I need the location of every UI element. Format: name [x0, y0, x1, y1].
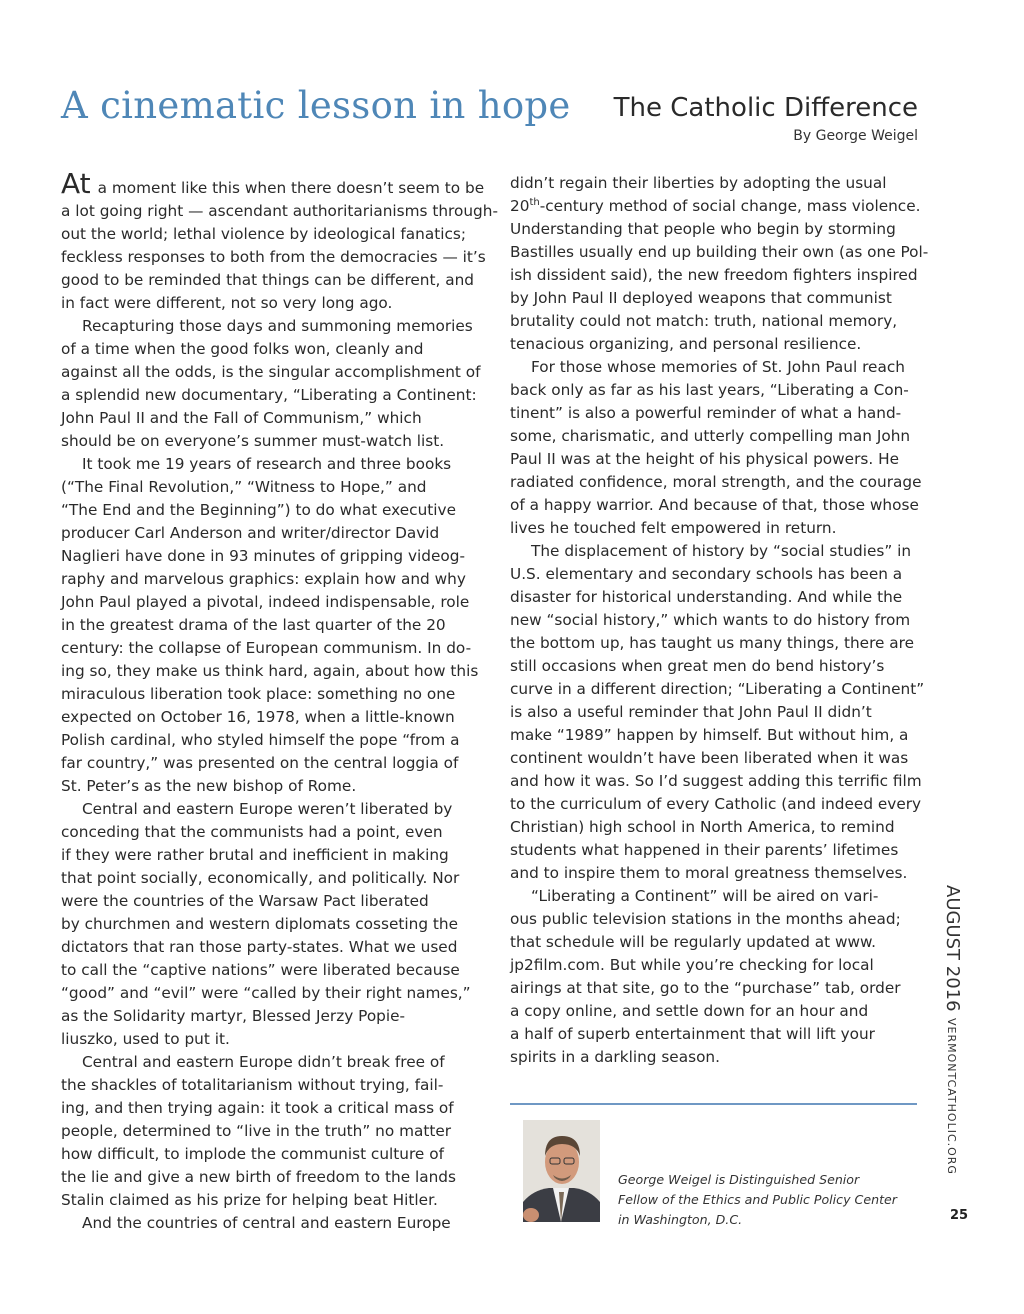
body-line: liuszko, used to put it.	[61, 1030, 230, 1048]
body-line: a copy online, and settle down for an hour and	[510, 1002, 869, 1020]
body-line: the bottom up, has taught us many things, there are	[510, 634, 915, 652]
body-line: For those whose memories of St. John Paul reach	[531, 358, 905, 376]
body-line: in fact were different, not so very long ago.	[61, 294, 393, 312]
body-line: Recapturing those days and summoning memories	[82, 317, 473, 335]
body-line: ing, and then trying again: it took a critical mass of	[61, 1099, 454, 1117]
body-line: ous public television stations in the months ahead;	[510, 910, 901, 928]
body-line: miraculous liberation took place: something no one	[61, 685, 456, 703]
article-left-column	[61, 167, 498, 1235]
body-line: disaster for historical understanding. And while the	[510, 588, 903, 606]
bio-line: in Washington, D.C.	[618, 1212, 743, 1227]
body-line: against all the odds, is the singular accomplishment of	[61, 363, 481, 381]
superscript: th	[529, 196, 540, 208]
body-line: and to inspire them to moral greatness themselves.	[510, 864, 908, 882]
body-line: as the Solidarity martyr, Blessed Jerzy Popie-	[61, 1007, 406, 1025]
body-line: Paul II was at the height of his physical powers. He	[510, 450, 899, 468]
body-line: people, determined to “live in the truth” no matter	[61, 1122, 452, 1140]
body-line: Naglieri have done in 93 minutes of gripping videog-	[61, 547, 465, 565]
body-line: dictators that ran those party-states. What we used	[61, 938, 458, 956]
body-line: a half of superb entertainment that will lift your	[510, 1025, 875, 1043]
body-line: students what happened in their parents’ lifetimes	[510, 841, 899, 859]
body-line: Understanding that people who begin by storming	[510, 220, 896, 238]
body-line: to call the “captive nations” were liberated because	[61, 961, 460, 979]
body-line: St. Peter’s as the new bishop of Rome.	[61, 777, 357, 795]
body-line: And the countries of central and eastern Europe	[82, 1214, 451, 1232]
issue-date: AUGUST 2016	[942, 885, 963, 1012]
body-line: expected on October 16, 1978, when a little-known	[61, 708, 455, 726]
body-line: should be on everyone’s summer must-watch list.	[61, 432, 445, 450]
author-photo	[523, 1120, 600, 1222]
body-line: At a moment like this when there doesn’t seem to be	[61, 167, 485, 200]
body-line: “Liberating a Continent” will be aired on vari-	[531, 887, 879, 905]
column-title: The Catholic Difference	[613, 93, 918, 123]
body-line: how difficult, to implode the communist culture of	[61, 1145, 444, 1163]
body-line: “The End and the Beginning”) to do what executive	[61, 501, 456, 519]
byline: By George Weigel	[793, 128, 918, 144]
bio-line: George Weigel is Distinguished Senior	[618, 1172, 860, 1187]
body-line: of a time when the good folks won, cleanly and	[61, 340, 424, 358]
body-line: conceding that the communists had a point, even	[61, 823, 443, 841]
body-line: raphy and marvelous graphics: explain how and why	[61, 570, 466, 588]
body-line: 20th-century method of social change, mass violence.	[510, 196, 921, 215]
side-folio	[942, 885, 968, 1195]
bio-line: Fellow of the Ethics and Public Policy Center	[618, 1192, 897, 1207]
divider-rule	[510, 1103, 917, 1105]
body-line: century: the collapse of European communism. In do-	[61, 639, 472, 657]
body-line: that point socially, economically, and politically. Nor	[61, 869, 460, 887]
body-line: tenacious organizing, and personal resilience.	[510, 335, 862, 353]
body-line: in the greatest drama of the last quarter of the 20	[61, 616, 446, 634]
body-line: to the curriculum of every Catholic (and indeed every	[510, 795, 922, 813]
body-line: airings at that site, go to the “purchase” tab, order	[510, 979, 901, 997]
body-line: tinent” is also a powerful reminder of what a hand-	[510, 404, 902, 422]
body-line: some, charismatic, and utterly compelling man John	[510, 427, 911, 445]
website-label: VERMONTCATHOLIC.ORG	[945, 1018, 958, 1175]
body-line: jp2film.com. But while you’re checking for local	[510, 956, 874, 974]
page-number: 25	[950, 1208, 969, 1223]
body-line: by John Paul II deployed weapons that communist	[510, 289, 892, 307]
body-line: Christian) high school in North America, to remind	[510, 818, 895, 836]
body-line: and how it was. So I’d suggest adding this terrific film	[510, 772, 922, 790]
body-line: of a happy warrior. And because of that, those whose	[510, 496, 919, 514]
body-line: a splendid new documentary, “Liberating a Continent:	[61, 386, 477, 404]
body-line: new “social history,” which wants to do history from	[510, 611, 911, 629]
body-line: John Paul played a pivotal, indeed indispensable, role	[61, 593, 470, 611]
body-line: (“The Final Revolution,” “Witness to Hope,” and	[61, 478, 427, 496]
body-line: is also a useful reminder that John Paul II didn’t	[510, 703, 872, 721]
article-right-column	[510, 172, 929, 1069]
author-bio	[618, 1170, 897, 1230]
body-line: radiated confidence, moral strength, and the courage	[510, 473, 922, 491]
body-line: lives he touched felt empowered in return.	[510, 519, 837, 537]
body-line: by churchmen and western diplomats cosseting the	[61, 915, 458, 933]
body-line: The displacement of history by “social studies” in	[531, 542, 912, 560]
body-line: were the countries of the Warsaw Pact liberated	[61, 892, 429, 910]
drop-cap: At	[61, 167, 91, 200]
body-line: the shackles of totalitarianism without trying, fail-	[61, 1076, 444, 1094]
body-line: the lie and give a new birth of freedom to the lands	[61, 1168, 456, 1186]
body-line: It took me 19 years of research and three books	[82, 455, 452, 473]
body-line: ing so, they make us think hard, again, about how this	[61, 662, 479, 680]
body-line: make “1989” happen by himself. But without him, a	[510, 726, 909, 744]
body-line: ish dissident said), the new freedom fighters inspired	[510, 266, 918, 284]
body-line: Polish cardinal, who styled himself the pope “from a	[61, 731, 460, 749]
body-line: curve in a different direction; “Liberating a Continent”	[510, 680, 925, 698]
body-line: U.S. elementary and secondary schools has been a	[510, 565, 903, 583]
body-line: Stalin claimed as his prize for helping beat Hitler.	[61, 1191, 438, 1209]
body-line: far country,” was presented on the central loggia of	[61, 754, 459, 772]
body-line: out the world; lethal violence by ideological fanatics;	[61, 225, 466, 243]
body-line: Central and eastern Europe weren’t liberated by	[82, 800, 453, 818]
body-line: John Paul II and the Fall of Communism,” which	[61, 409, 422, 427]
body-line: spirits in a darkling season.	[510, 1048, 720, 1066]
body-line: brutality could not match: truth, national memory,	[510, 312, 898, 330]
body-line: Central and eastern Europe didn’t break free of	[82, 1053, 445, 1071]
body-line: that schedule will be regularly updated at www.	[510, 933, 876, 951]
body-line: a lot going right — ascendant authoritarianisms through-	[61, 202, 498, 220]
body-line: continent wouldn’t have been liberated when it was	[510, 749, 909, 767]
body-line: Bastilles usually end up building their own (as one Pol-	[510, 243, 929, 261]
author-portrait-image	[523, 1120, 600, 1222]
body-line: back only as far as his last years, “Liberating a Con-	[510, 381, 909, 399]
body-line: “good” and “evil” were “called by their right names,”	[61, 984, 471, 1002]
body-line: still occasions when great men do bend history’s	[510, 657, 885, 675]
body-line: didn’t regain their liberties by adopting the usual	[510, 174, 887, 192]
body-line: feckless responses to both from the democracies — it’s	[61, 248, 486, 266]
body-line: good to be reminded that things can be different, and	[61, 271, 475, 289]
page-title: A cinematic lesson in hope	[61, 84, 571, 127]
body-line: producer Carl Anderson and writer/director David	[61, 524, 440, 542]
body-line: if they were rather brutal and inefficient in making	[61, 846, 449, 864]
